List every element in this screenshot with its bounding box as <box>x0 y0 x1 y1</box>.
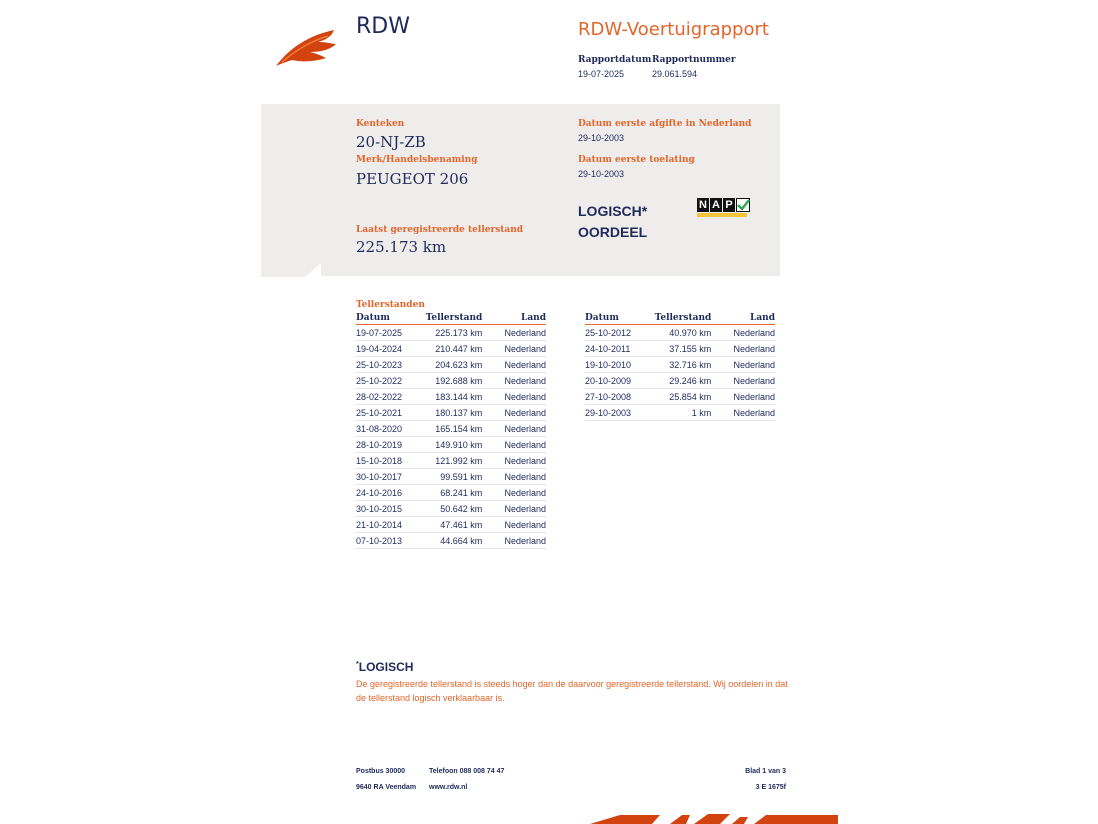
first-nl-date-value: 29-10-2003 <box>578 133 625 143</box>
reading-odometer: 99.591 km <box>426 469 483 485</box>
verdict-explanation-text: De geregistreerde tellerstand is steeds hoger dan de daarvoor geregistreerde tellerstand. Wij oordelen in dat de tellerstand logisch verklaarbaar is. <box>356 679 788 703</box>
footer-decoration-stripes <box>590 812 838 824</box>
reading-odometer: 1 km <box>655 405 712 421</box>
table-row <box>356 325 546 341</box>
table-row <box>356 469 546 485</box>
reading-date: 25-10-2022 <box>356 373 426 389</box>
reading-odometer: 50.642 km <box>426 501 483 517</box>
reading-date: 27-10-2008 <box>585 389 655 405</box>
nap-letter-p: P <box>723 198 735 212</box>
readings-table-right <box>585 313 775 421</box>
brand-name: RDW <box>356 14 410 39</box>
verdict-line-2: OORDEEL <box>578 224 648 240</box>
reading-date: 19-10-2010 <box>585 357 655 373</box>
reading-odometer: 25.854 km <box>655 389 712 405</box>
reading-country: Nederland <box>711 389 775 405</box>
reading-date: 19-07-2025 <box>356 325 426 341</box>
reading-country: Nederland <box>482 501 546 517</box>
reading-odometer: 32.716 km <box>655 357 712 373</box>
reading-country: Nederland <box>711 405 775 421</box>
reading-country: Nederland <box>482 533 546 549</box>
table-row <box>356 405 546 421</box>
rdw-wing-logo-icon <box>274 28 340 68</box>
table-row <box>585 405 775 421</box>
verdict-explanation-title <box>356 660 413 674</box>
reading-date: 25-10-2021 <box>356 405 426 421</box>
first-nl-date-label: Datum eerste afgifte in Nederland <box>578 119 752 129</box>
reading-date: 24-10-2016 <box>356 485 426 501</box>
footer-website-link[interactable]: www.rdw.nl <box>429 784 468 791</box>
reading-date: 28-02-2022 <box>356 389 426 405</box>
reading-country: Nederland <box>711 341 775 357</box>
make-value: PEUGEOT 206 <box>356 170 469 188</box>
reading-country: Nederland <box>711 325 775 341</box>
reading-country: Nederland <box>482 517 546 533</box>
verdict <box>578 201 647 243</box>
plate-value: 20-NJ-ZB <box>356 133 426 151</box>
reading-country: Nederland <box>482 373 546 389</box>
reading-country: Nederland <box>482 469 546 485</box>
reading-date: 07-10-2013 <box>356 533 426 549</box>
nap-letter-a: A <box>710 198 722 212</box>
footer-document-code: 3 E 1675f <box>755 784 786 791</box>
reading-country: Nederland <box>482 341 546 357</box>
table-row <box>356 501 546 517</box>
verdict-explanation-heading: LOGISCH <box>358 660 414 674</box>
table-row <box>356 421 546 437</box>
last-odometer-value: 225.173 km <box>356 238 447 256</box>
report-number: 29.061.594 <box>652 69 698 79</box>
footer-phone: Telefoon 088 008 74 47 <box>429 768 505 775</box>
reading-odometer: 180.137 km <box>426 405 483 421</box>
vehicle-summary-panel <box>261 104 780 276</box>
panel-notch-shape <box>261 263 321 277</box>
footer-page-number: Blad 1 van 3 <box>745 768 786 775</box>
reading-odometer: 29.246 km <box>655 373 712 389</box>
reading-odometer: 183.144 km <box>426 389 483 405</box>
col-header-date: Datum <box>356 313 426 325</box>
verdict-line-1: LOGISCH* <box>578 203 648 219</box>
col-header-date: Datum <box>585 313 655 325</box>
reading-date: 24-10-2011 <box>585 341 655 357</box>
reading-country: Nederland <box>711 357 775 373</box>
plate-label: Kenteken <box>356 119 405 129</box>
reading-country: Nederland <box>482 437 546 453</box>
reading-odometer: 210.447 km <box>426 341 483 357</box>
reading-date: 20-10-2009 <box>585 373 655 389</box>
reading-date: 28-10-2019 <box>356 437 426 453</box>
table-row <box>356 533 546 549</box>
report-date: 19-07-2025 <box>578 69 625 79</box>
readings-title: Tellerstanden <box>356 300 425 310</box>
make-label: Merk/Handelsbenaming <box>356 155 478 165</box>
table-row <box>585 341 775 357</box>
reading-date: 15-10-2018 <box>356 453 426 469</box>
reading-date: 30-10-2015 <box>356 501 426 517</box>
table-row <box>356 357 546 373</box>
reading-odometer: 165.154 km <box>426 421 483 437</box>
table-row <box>356 437 546 453</box>
reading-odometer: 37.155 km <box>655 341 712 357</box>
reading-odometer: 44.664 km <box>426 533 483 549</box>
reading-odometer: 40.970 km <box>655 325 712 341</box>
reading-odometer: 149.910 km <box>426 437 483 453</box>
table-row <box>356 453 546 469</box>
asterisk-marker: * <box>356 661 359 668</box>
table-row <box>585 389 775 405</box>
reading-date: 21-10-2014 <box>356 517 426 533</box>
table-row <box>356 485 546 501</box>
reading-country: Nederland <box>482 421 546 437</box>
reading-country: Nederland <box>482 405 546 421</box>
reading-odometer: 68.241 km <box>426 485 483 501</box>
nap-letter-n: N <box>697 198 709 212</box>
reading-date: 19-04-2024 <box>356 341 426 357</box>
reading-date: 30-10-2017 <box>356 469 426 485</box>
reading-odometer: 192.688 km <box>426 373 483 389</box>
reading-country: Nederland <box>482 389 546 405</box>
table-row <box>356 341 546 357</box>
col-header-odometer: Tellerstand <box>425 313 483 323</box>
report-title: RDW-Voertuigrapport <box>578 19 769 40</box>
report-number-label: Rapportnummer <box>652 55 736 65</box>
last-odometer-label: Laatst geregistreerde tellerstand <box>356 225 524 235</box>
reading-country: Nederland <box>482 485 546 501</box>
reading-country: Nederland <box>482 357 546 373</box>
reading-country: Nederland <box>482 325 546 341</box>
col-header-odometer: Tellerstand <box>654 313 712 323</box>
reading-country: Nederland <box>482 453 546 469</box>
readings-table-left <box>356 313 546 549</box>
col-header-country: Land <box>711 313 775 325</box>
reading-odometer: 225.173 km <box>426 325 483 341</box>
footer-address-line-2: 9640 RA Veendam <box>356 784 417 791</box>
nap-badge <box>697 198 751 220</box>
table-row <box>585 357 775 373</box>
first-admission-value: 29-10-2003 <box>578 169 625 179</box>
reading-date: 25-10-2023 <box>356 357 426 373</box>
footer-address-line-1: Postbus 30000 <box>356 768 406 775</box>
table-row <box>356 389 546 405</box>
first-admission-label: Datum eerste toelating <box>578 155 695 165</box>
reading-date: 31-08-2020 <box>356 421 426 437</box>
nap-check-icon <box>736 198 750 212</box>
table-row <box>585 373 775 389</box>
table-row <box>585 325 775 341</box>
table-row <box>356 373 546 389</box>
reading-date: 29-10-2003 <box>585 405 655 421</box>
reading-odometer: 47.461 km <box>426 517 483 533</box>
reading-odometer: 204.623 km <box>426 357 483 373</box>
report-date-label: Rapportdatum <box>578 55 652 65</box>
reading-odometer: 121.992 km <box>426 453 483 469</box>
table-row <box>356 517 546 533</box>
nap-yellow-bar <box>697 213 747 217</box>
reading-date: 25-10-2012 <box>585 325 655 341</box>
col-header-country: Land <box>482 313 546 325</box>
reading-country: Nederland <box>711 373 775 389</box>
